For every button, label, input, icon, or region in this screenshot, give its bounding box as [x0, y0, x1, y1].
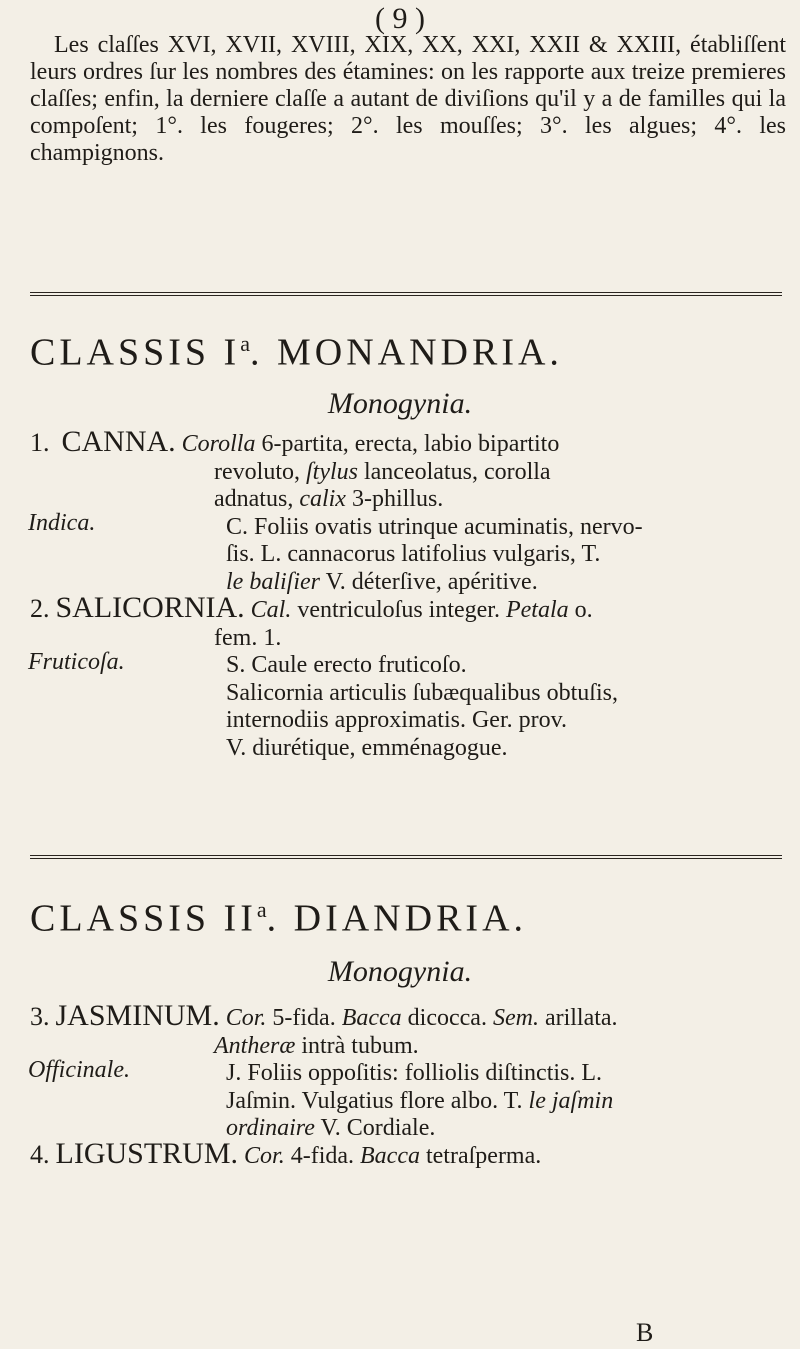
virtues: V. diurétique, emménagogue. [226, 734, 508, 761]
class-heading-name: . DIANDRIA. [266, 897, 528, 940]
order-heading: Monogynia. [327, 387, 473, 420]
virtues: V. déterſive, apéritive. [325, 568, 538, 595]
term: Bacca [360, 1143, 420, 1169]
description: o. [574, 597, 593, 623]
term: Bacca [341, 1005, 402, 1031]
description: 3-phillus. [351, 486, 444, 512]
vernacular-name: le jaſmin [528, 1087, 614, 1114]
description: tetraſperma. [425, 1143, 542, 1169]
species-line: Salicornia articulis ſubæqualibus obtuſis, [226, 679, 618, 706]
description: 4-fida. [290, 1143, 355, 1169]
class-heading-label: CLASSIS I [30, 331, 241, 374]
section-rule [30, 855, 782, 859]
order-heading: Monogynia. [327, 955, 473, 988]
entry-salicornia [30, 591, 790, 762]
species-line: S. Caule erecto fruticoſo. [226, 652, 467, 678]
description: intrà tubum. [301, 1032, 419, 1059]
vernacular-name: ordinaire [226, 1115, 315, 1141]
class-heading-monandria [30, 324, 782, 373]
description: 5-fida. [272, 1005, 336, 1031]
class-heading-name: . MONANDRIA. [249, 331, 563, 374]
virtues: V. Cordiale. [320, 1115, 436, 1141]
page-number: ( 9 ) [375, 2, 425, 35]
description: lanceolatus, corolla [363, 458, 551, 485]
term: Sem. [492, 1005, 539, 1031]
term: Antheræ [214, 1032, 296, 1059]
term: Cor. [244, 1143, 285, 1169]
entry-ligustrum [30, 1137, 790, 1171]
vernacular-name: le baliſier [226, 568, 320, 595]
signature-mark: B [636, 1318, 654, 1347]
class-heading-label: CLASSIS II [30, 897, 257, 940]
description: arillata. [544, 1005, 618, 1031]
term: ſtylus [305, 458, 358, 485]
description: ventriculoſus integer. [297, 597, 500, 623]
description: fem. 1. [214, 624, 282, 651]
term: Petala [505, 597, 569, 623]
species-line: ſis. L. cannacorus latifolius vulgaris, T. [226, 541, 601, 567]
genus-name: SALICORNIA. [55, 591, 245, 624]
margin-species: Officinale. [28, 1057, 130, 1083]
margin-species: Fruticoſa. [28, 649, 125, 675]
entry-number: 1. [30, 428, 50, 457]
description: dicocca. [407, 1005, 487, 1031]
genus-name: JASMINUM. [55, 999, 220, 1032]
class-heading-sup: a [256, 897, 267, 922]
term: Cor. [225, 1005, 267, 1031]
species-line: C. Foliis ovatis utrinque acuminatis, nervo- [226, 513, 643, 540]
entry-number: 2. [30, 594, 50, 623]
term: Cal. [250, 597, 292, 623]
class-heading-diandria [30, 890, 782, 939]
entry-jasminum [30, 999, 790, 1143]
species-line: Jaſmin. Vulgatius flore albo. T. [226, 1087, 523, 1114]
entry-number: 3. [30, 1002, 50, 1031]
class-heading-sup: a [240, 331, 250, 356]
term: calix [299, 486, 346, 512]
term: Corolla [181, 431, 256, 457]
section-rule [30, 292, 782, 296]
intro-paragraph [30, 32, 786, 167]
margin-species: Indica. [28, 510, 96, 536]
entry-number: 4. [30, 1140, 50, 1169]
description: 6-partita, erecta, labio bipartito [261, 431, 560, 457]
description: adnatus, [214, 486, 294, 512]
genus-name: CANNA. [61, 425, 176, 458]
description: revoluto, [214, 458, 300, 485]
intro-text: Les claſſes XVI, XVII, XVIII, XIX, XX, XXI, XXII & XXIII, établiſſent leurs ordres ſur les nombres des étamines: on les rapporte aux treize premieres claſſes; enfin, la derniere claſſe a autant de diviſions qu'il y a de familles qui la compoſent; 1°. les fougeres; 2°. les mouſſes; 3°. les algues; 4°. les champignons. [30, 32, 786, 166]
entry-canna [30, 425, 790, 596]
species-line: J. Foliis oppoſitis: folliolis diſtinctis. L. [226, 1060, 603, 1086]
species-line: internodiis approximatis. Ger. prov. [226, 707, 568, 733]
genus-name: LIGUSTRUM. [55, 1137, 239, 1170]
